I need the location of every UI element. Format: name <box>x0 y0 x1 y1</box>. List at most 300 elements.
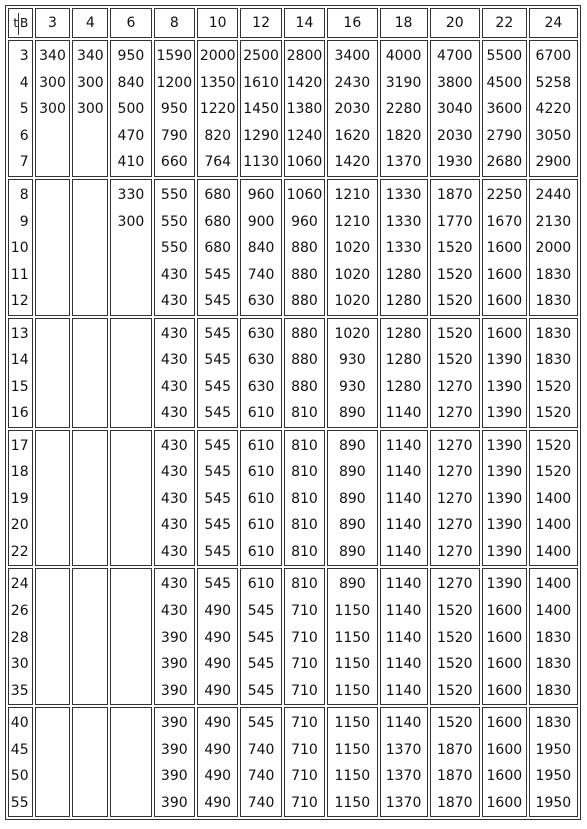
table-value: 880 <box>291 378 318 395</box>
table-value: 680 <box>204 213 232 230</box>
table-value: 610 <box>247 405 275 422</box>
value-cell <box>35 40 71 177</box>
table-value: 710 <box>291 715 318 732</box>
table-value: 710 <box>291 656 318 673</box>
value-cell <box>154 179 195 316</box>
table-value <box>111 486 150 513</box>
table-value: 1280 <box>385 352 422 369</box>
table-value <box>36 149 70 176</box>
thickness-value: 30 <box>10 656 29 673</box>
table-value <box>111 235 150 262</box>
value-cell <box>110 318 151 428</box>
table-value: 1370 <box>385 794 422 811</box>
table-value: 545 <box>204 405 232 422</box>
value-cell <box>529 430 578 567</box>
thickness-value: 3 <box>19 48 29 64</box>
table-value <box>111 651 150 678</box>
group-row <box>8 707 578 817</box>
table-value: 1140 <box>385 603 422 620</box>
table-value: 880 <box>291 325 318 342</box>
table-value: 550 <box>160 186 188 203</box>
table-value: 545 <box>204 543 232 560</box>
value-cell <box>154 707 195 817</box>
table-value: 1830 <box>535 682 572 699</box>
thickness-value: 4 <box>19 74 29 91</box>
value-cell <box>430 707 480 817</box>
thickness-cell <box>8 568 33 705</box>
table-value: 430 <box>160 576 188 593</box>
value-cell <box>482 318 527 428</box>
table-value: 545 <box>204 352 232 369</box>
table-value: 490 <box>204 629 232 646</box>
table-value: 1610 <box>243 74 279 91</box>
table-value: 1830 <box>535 266 572 283</box>
table-value: 810 <box>291 490 318 507</box>
value-cell <box>380 179 428 316</box>
table-value: 1520 <box>535 464 572 481</box>
table-value: 300 <box>76 101 104 118</box>
value-cell <box>327 568 377 705</box>
table-value: 1390 <box>486 576 523 593</box>
table-value: 1520 <box>535 437 572 454</box>
table-value: 2130 <box>535 213 572 230</box>
table-value <box>73 790 107 817</box>
table-value <box>73 288 107 315</box>
table-value: 430 <box>160 490 188 507</box>
thickness-value: 28 <box>10 629 29 646</box>
table-value: 810 <box>291 517 318 534</box>
table-value: 840 <box>117 74 145 91</box>
table-value: 300 <box>39 101 66 118</box>
value-cell <box>380 430 428 567</box>
table-value: 3600 <box>486 101 523 118</box>
table-value: 1520 <box>436 629 473 646</box>
table-value: 1600 <box>486 629 523 646</box>
table-value: 1270 <box>436 437 473 454</box>
table-value: 390 <box>160 656 188 673</box>
table-value: 1140 <box>385 464 422 481</box>
column-header: 18 <box>380 8 428 38</box>
table-value: 1770 <box>436 213 473 230</box>
table-value: 1400 <box>535 543 572 560</box>
table-value: 880 <box>291 240 318 257</box>
value-cell <box>240 179 281 316</box>
value-cell <box>529 318 578 428</box>
value-cell <box>284 707 325 817</box>
thickness-value: 35 <box>10 682 29 699</box>
table-value: 4500 <box>486 74 523 91</box>
table-value: 1830 <box>535 715 572 732</box>
table-value: 810 <box>291 464 318 481</box>
corner-divider <box>18 13 19 35</box>
table-value: 1020 <box>334 240 371 257</box>
value-cell <box>154 430 195 567</box>
table-value: 1450 <box>243 101 279 118</box>
table-value: 300 <box>117 213 145 230</box>
table-value: 1520 <box>436 325 473 342</box>
table-value: 1270 <box>436 490 473 507</box>
table-value: 1950 <box>535 741 572 758</box>
table-value: 1140 <box>385 715 422 732</box>
table-value <box>73 262 107 289</box>
table-value <box>111 512 150 539</box>
value-cell <box>197 179 238 316</box>
value-cell <box>154 568 195 705</box>
table-value <box>36 374 70 401</box>
table-value <box>73 625 107 652</box>
table-value: 810 <box>291 405 318 422</box>
table-value: 1930 <box>436 154 473 171</box>
table-value: 1150 <box>334 682 371 699</box>
table-value <box>36 678 70 705</box>
table-value: 1520 <box>436 715 473 732</box>
table-value <box>111 598 150 625</box>
table-value: 610 <box>247 576 275 593</box>
value-cell <box>72 179 108 316</box>
thickness-value: 17 <box>10 437 29 454</box>
table-value <box>73 486 107 513</box>
table-value: 1020 <box>334 325 371 342</box>
table-value <box>111 347 150 374</box>
table-value <box>73 347 107 374</box>
table-value: 630 <box>247 378 275 395</box>
table-value: 1830 <box>535 656 572 673</box>
table-value <box>36 433 70 460</box>
value-cell <box>72 430 108 567</box>
value-cell <box>110 179 151 316</box>
value-cell <box>430 568 480 705</box>
value-cell <box>35 430 71 567</box>
table-value: 430 <box>160 464 188 481</box>
table-value: 630 <box>247 352 275 369</box>
thickness-value: 19 <box>10 490 29 507</box>
table-value: 1420 <box>334 154 371 171</box>
table-value <box>36 790 70 817</box>
column-header: 3 <box>35 8 71 38</box>
thickness-value: 12 <box>10 293 29 310</box>
table-value: 790 <box>160 127 188 144</box>
value-cell <box>380 318 428 428</box>
table-value: 764 <box>204 154 232 171</box>
value-cell <box>154 318 195 428</box>
table-value: 1390 <box>486 517 523 534</box>
table-value <box>36 459 70 486</box>
table-value: 390 <box>160 682 188 699</box>
table-value: 545 <box>204 266 232 283</box>
table-value: 630 <box>247 293 275 310</box>
table-value <box>36 235 70 262</box>
value-cell <box>327 430 377 567</box>
table-value <box>111 710 150 737</box>
table-value: 545 <box>247 603 275 620</box>
table-value: 1140 <box>385 543 422 560</box>
table-value: 1600 <box>486 794 523 811</box>
table-value: 300 <box>39 74 66 91</box>
table-value: 960 <box>247 186 275 203</box>
table-value <box>36 571 70 598</box>
table-value: 1270 <box>436 543 473 560</box>
table-value: 1400 <box>535 517 572 534</box>
value-cell <box>380 568 428 705</box>
table-value: 710 <box>291 603 318 620</box>
table-value <box>73 182 107 209</box>
value-cell <box>284 318 325 428</box>
table-value: 1270 <box>436 517 473 534</box>
value-cell <box>154 40 195 177</box>
table-value: 890 <box>338 517 366 534</box>
value-cell <box>197 568 238 705</box>
table-value: 1600 <box>486 768 523 785</box>
table-value: 390 <box>160 629 188 646</box>
table-value: 4220 <box>535 101 572 118</box>
value-cell <box>284 568 325 705</box>
table-value: 430 <box>160 405 188 422</box>
table-value: 1220 <box>199 101 236 118</box>
table-value: 1270 <box>436 576 473 593</box>
value-cell <box>529 40 578 177</box>
table-value: 490 <box>204 715 232 732</box>
table-value: 1830 <box>535 352 572 369</box>
table-value: 3190 <box>385 74 422 91</box>
table-value: 840 <box>247 240 275 257</box>
table-value: 1270 <box>436 464 473 481</box>
thickness-cell <box>8 179 33 316</box>
table-value: 1870 <box>436 741 473 758</box>
column-header: 6 <box>110 8 151 38</box>
table-value: 2800 <box>286 48 323 64</box>
table-value: 950 <box>117 48 145 64</box>
value-cell <box>110 707 151 817</box>
table-value: 1200 <box>156 74 193 91</box>
table-value: 1390 <box>486 464 523 481</box>
table-value <box>36 539 70 566</box>
value-cell <box>35 568 71 705</box>
thickness-value: 11 <box>10 266 29 283</box>
table-value: 1600 <box>486 293 523 310</box>
table-value: 890 <box>338 464 366 481</box>
thickness-value: 14 <box>10 352 29 369</box>
table-value <box>73 571 107 598</box>
table-value: 1520 <box>436 266 473 283</box>
table-value <box>73 459 107 486</box>
table-value: 1600 <box>486 656 523 673</box>
table-value: 890 <box>338 405 366 422</box>
table-value: 1210 <box>334 213 371 230</box>
thickness-cell <box>8 430 33 567</box>
value-cell <box>240 568 281 705</box>
value-cell <box>110 40 151 177</box>
value-cell <box>430 430 480 567</box>
table-value: 1150 <box>334 629 371 646</box>
thickness-cell <box>8 318 33 428</box>
corner-cell <box>8 8 33 38</box>
table-value: 430 <box>160 325 188 342</box>
table-value: 3800 <box>436 74 473 91</box>
table-value: 430 <box>160 543 188 560</box>
table-value: 1280 <box>385 266 422 283</box>
table-value: 3040 <box>436 101 473 118</box>
table-value: 890 <box>338 490 366 507</box>
table-value: 1830 <box>535 629 572 646</box>
table-value: 1140 <box>385 682 422 699</box>
column-header: 4 <box>72 8 108 38</box>
column-header: 10 <box>197 8 238 38</box>
table-value: 545 <box>204 378 232 395</box>
value-cell <box>240 430 281 567</box>
table-value: 660 <box>160 154 188 171</box>
column-header: 20 <box>430 8 480 38</box>
table-value: 1150 <box>334 768 371 785</box>
table-value: 1590 <box>156 48 193 64</box>
thickness-value: 8 <box>19 186 29 203</box>
thickness-value: 50 <box>10 768 29 785</box>
value-cell <box>482 179 527 316</box>
table-value: 880 <box>291 266 318 283</box>
value-cell <box>284 40 325 177</box>
table-value: 430 <box>160 378 188 395</box>
thickness-value: 13 <box>10 325 29 342</box>
table-value: 1150 <box>334 741 371 758</box>
table-value: 740 <box>247 741 275 758</box>
table-value: 490 <box>204 603 232 620</box>
value-cell <box>197 707 238 817</box>
table-value <box>111 433 150 460</box>
table-value: 1620 <box>334 127 371 144</box>
table-value <box>73 539 107 566</box>
thickness-value: 40 <box>10 715 29 732</box>
table-value <box>36 763 70 790</box>
value-cell <box>72 568 108 705</box>
value-cell <box>72 318 108 428</box>
table-value: 740 <box>247 794 275 811</box>
table-value: 340 <box>39 48 66 64</box>
table-value: 1600 <box>486 325 523 342</box>
table-value: 810 <box>291 576 318 593</box>
table-value <box>111 763 150 790</box>
table-value: 710 <box>291 629 318 646</box>
value-cell <box>482 40 527 177</box>
value-cell <box>482 568 527 705</box>
table-value: 1350 <box>199 74 236 91</box>
table-value: 2000 <box>535 240 572 257</box>
table-value: 330 <box>117 186 145 203</box>
table-value: 545 <box>247 629 275 646</box>
table-value: 1950 <box>535 768 572 785</box>
table-value <box>36 625 70 652</box>
table-value: 545 <box>204 490 232 507</box>
thickness-value: 15 <box>10 378 29 395</box>
group-row <box>8 568 578 705</box>
table-value: 810 <box>291 543 318 560</box>
table-value: 890 <box>338 543 366 560</box>
thickness-value: 7 <box>19 154 29 171</box>
value-cell <box>35 318 71 428</box>
table-value: 1520 <box>436 682 473 699</box>
value-cell <box>327 707 377 817</box>
table-value: 430 <box>160 603 188 620</box>
table-value: 300 <box>76 74 104 91</box>
table-body <box>8 8 578 817</box>
table-value <box>111 539 150 566</box>
table-value: 1390 <box>486 352 523 369</box>
table-value: 3400 <box>334 48 371 64</box>
table-value: 1600 <box>486 603 523 620</box>
table-value: 490 <box>204 794 232 811</box>
table-value: 710 <box>291 741 318 758</box>
table-value <box>73 374 107 401</box>
column-header: 12 <box>240 8 281 38</box>
table-value: 1270 <box>436 405 473 422</box>
table-value: 1150 <box>334 603 371 620</box>
value-cell <box>482 707 527 817</box>
table-value: 1280 <box>385 293 422 310</box>
table-value: 880 <box>291 293 318 310</box>
table-value <box>36 710 70 737</box>
value-cell <box>430 40 480 177</box>
table-value: 890 <box>338 437 366 454</box>
table-value: 1400 <box>535 576 572 593</box>
table-value: 3050 <box>535 127 572 144</box>
value-cell <box>110 430 151 567</box>
table-value: 610 <box>247 490 275 507</box>
column-header: 24 <box>529 8 578 38</box>
table-value <box>111 321 150 348</box>
table-value <box>73 433 107 460</box>
table-value: 1390 <box>486 405 523 422</box>
group-row <box>8 318 578 428</box>
value-cell <box>529 568 578 705</box>
table-value: 1370 <box>385 154 422 171</box>
table-value: 1280 <box>385 325 422 342</box>
table-value: 1140 <box>385 576 422 593</box>
table-value: 430 <box>160 293 188 310</box>
value-cell <box>240 318 281 428</box>
table-value <box>73 512 107 539</box>
thickness-value: 18 <box>10 464 29 481</box>
table-value <box>36 737 70 764</box>
corner-b-label: B <box>20 16 28 30</box>
table-value <box>36 347 70 374</box>
table-value: 710 <box>291 794 318 811</box>
table-value <box>73 763 107 790</box>
table-value: 1150 <box>334 715 371 732</box>
table-value: 960 <box>291 213 318 230</box>
table-value: 610 <box>247 464 275 481</box>
table-value: 1870 <box>436 794 473 811</box>
table-value: 545 <box>247 715 275 732</box>
table-value: 1140 <box>385 490 422 507</box>
value-cell <box>35 707 71 817</box>
table-value <box>111 288 150 315</box>
thickness-value: 20 <box>10 517 29 534</box>
value-cell <box>197 40 238 177</box>
group-row <box>8 179 578 316</box>
header-row <box>8 8 578 38</box>
table-value: 680 <box>204 186 232 203</box>
value-cell <box>240 707 281 817</box>
table-value: 5500 <box>486 48 523 64</box>
table-value: 710 <box>291 768 318 785</box>
table-value: 1290 <box>243 127 279 144</box>
thickness-value: 6 <box>19 127 29 144</box>
table-value: 1140 <box>385 629 422 646</box>
table-value: 1520 <box>436 240 473 257</box>
table-value: 545 <box>204 517 232 534</box>
table-value: 490 <box>204 656 232 673</box>
table-value: 490 <box>204 682 232 699</box>
value-cell <box>327 179 377 316</box>
value-cell <box>284 430 325 567</box>
